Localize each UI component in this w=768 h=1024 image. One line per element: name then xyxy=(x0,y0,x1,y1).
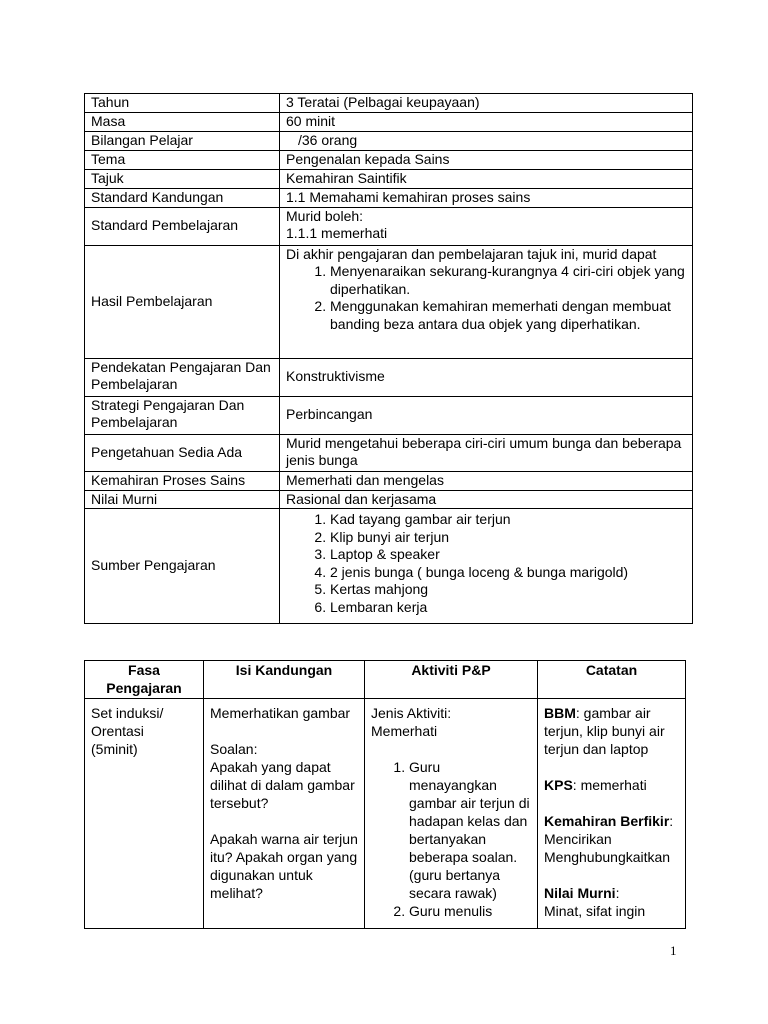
value-tajuk: Kemahiran Saintifik xyxy=(280,169,693,188)
isi-p3: Apakah yang dapat dilihat di dalam gambar tersebut? xyxy=(210,759,355,811)
value-pendekatan: Konstruktivisme xyxy=(280,358,693,396)
value-hp xyxy=(280,245,693,358)
value-psa: Murid mengetahui beberapa ciri-ciri umum bunga dan beberapa jenis bunga xyxy=(280,434,693,471)
cell-fasa xyxy=(85,699,204,929)
value-sp xyxy=(280,207,693,245)
label-bilangan: Bilangan Pelajar xyxy=(85,131,280,150)
page-number: 1 xyxy=(670,943,677,958)
list-item: 6. Lembaran kerja xyxy=(330,599,686,617)
label-masa: Masa xyxy=(85,112,280,131)
value-masa: 60 minit xyxy=(280,112,693,131)
isi-p2: Soalan: xyxy=(210,741,258,757)
cell-aktiviti xyxy=(365,699,538,929)
label-tema: Tema xyxy=(85,150,280,169)
cell-catatan xyxy=(538,699,686,929)
nm-label: Nilai Murni xyxy=(544,885,616,901)
isi-p4: Apakah warna air terjun itu? Apakah organ yang digunakan untuk melihat? xyxy=(210,831,358,901)
hp-list xyxy=(286,263,686,333)
aktiviti-intro2: Memerhati xyxy=(371,723,438,739)
kb-text: Mencirikan Menghubungkaitkan xyxy=(544,831,671,865)
isi-p1: Memerhatikan gambar xyxy=(210,705,351,721)
list-item: 2. Menggunakan kemahiran memerhati dengan membuat banding beza antara dua objek yang diperhatikan. xyxy=(330,298,686,333)
label-hp: Hasil Pembelajaran xyxy=(85,245,280,358)
lesson-plan-table xyxy=(84,660,686,929)
nm-text: Minat, sifat ingin xyxy=(544,903,646,919)
fasa-line: Orentasi xyxy=(91,723,144,739)
catatan-kps xyxy=(544,776,679,794)
list-item: 1. Menyenaraikan sekurang-kurangnya 4 ciri-ciri objek yang diperhatikan. xyxy=(330,263,686,298)
catatan-kb xyxy=(544,812,679,830)
catatan-bbm xyxy=(544,704,679,758)
value-tahun: 3 Teratai (Pelbagai keupayaan) xyxy=(280,94,693,113)
kps-label: KPS xyxy=(544,777,573,793)
label-sp: Standard Pembelajaran xyxy=(85,207,280,245)
label-tahun: Tahun xyxy=(85,94,280,113)
aktiviti-list xyxy=(371,758,531,920)
label-kps: Kemahiran Proses Sains xyxy=(85,471,280,490)
value-sumber xyxy=(280,509,693,624)
nm-colon: : xyxy=(615,885,620,901)
value-kps: Memerhati dan mengelas xyxy=(280,471,693,490)
list-item: 1. Kad tayang gambar air terjun xyxy=(330,511,686,529)
lesson-info-table xyxy=(84,93,693,624)
list-item: 4. 2 jenis bunga ( bunga loceng & bunga marigold) xyxy=(330,564,686,582)
label-psa: Pengetahuan Sedia Ada xyxy=(85,434,280,471)
header-aktiviti: Aktiviti P&P xyxy=(365,661,538,699)
kb-label: Kemahiran Berfikir xyxy=(544,813,670,829)
label-sk: Standard Kandungan xyxy=(85,188,280,207)
cell-isi xyxy=(204,699,365,929)
value-tema: Pengenalan kepada Sains xyxy=(280,150,693,169)
list-item: 5. Kertas mahjong xyxy=(330,581,686,599)
kps-text: : memerhati xyxy=(572,777,647,793)
list-item: 1. Guru menayangkan gambar air terjun di hadapan kelas dan bertanyakan beberapa soalan. (guru bertanya secara rawak) xyxy=(409,758,531,902)
bbm-label: BBM xyxy=(544,705,576,721)
fasa-line: (5minit) xyxy=(91,741,138,757)
value-sk: 1.1 Memahami kemahiran proses sains xyxy=(280,188,693,207)
hp-intro: Di akhir pengajaran dan pembelajaran tajuk ini, murid dapat xyxy=(286,245,657,262)
value-bilangan xyxy=(280,131,693,150)
sumber-list xyxy=(286,511,686,616)
kb-colon: : xyxy=(669,813,674,829)
list-item: 2. Guru menulis xyxy=(409,902,531,920)
sp-line1: Murid boleh: xyxy=(286,207,364,224)
label-strategi: Strategi Pengajaran Dan Pembelajaran xyxy=(85,396,280,434)
list-item: 3. Laptop & speaker xyxy=(330,546,686,564)
fasa-line: Set induksi/ xyxy=(91,705,164,721)
value-nilai: Rasional dan kerjasama xyxy=(280,490,693,509)
aktiviti-intro1: Jenis Aktiviti: xyxy=(371,705,452,721)
list-item: 2. Klip bunyi air terjun xyxy=(330,529,686,547)
header-isi: Isi Kandungan xyxy=(204,661,365,699)
sp-line2: 1.1.1 memerhati xyxy=(286,225,388,241)
header-fasa: Fasa Pengajaran xyxy=(85,661,204,699)
catatan-nm xyxy=(544,884,679,902)
value-strategi: Perbincangan xyxy=(280,396,693,434)
bbm-text: : gambar air terjun, klip bunyi air terjun dan laptop xyxy=(544,705,665,757)
header-catatan: Catatan xyxy=(538,661,686,699)
label-sumber: Sumber Pengajaran xyxy=(85,509,280,624)
label-nilai: Nilai Murni xyxy=(85,490,280,509)
label-pendekatan: Pendekatan Pengajaran Dan Pembelajaran xyxy=(85,358,280,396)
bilangan-text: /36 orang xyxy=(298,131,358,148)
label-tajuk: Tajuk xyxy=(85,169,280,188)
